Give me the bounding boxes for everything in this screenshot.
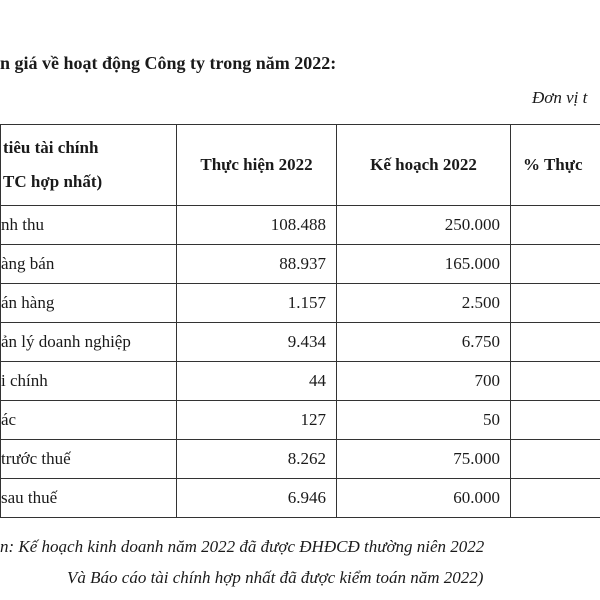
- row-percent: [511, 479, 600, 518]
- row-label: ản lý doanh nghiệp: [1, 323, 177, 362]
- row-label: i chính: [1, 362, 177, 401]
- table-row: [1, 323, 600, 362]
- row-percent: [511, 284, 600, 323]
- row-plan: 165.000: [337, 245, 511, 284]
- row-plan: 2.500: [337, 284, 511, 323]
- row-percent: [511, 323, 600, 362]
- row-plan: 250.000: [337, 206, 511, 245]
- row-plan: 6.750: [337, 323, 511, 362]
- unit-label: Đơn vị t: [532, 88, 588, 107]
- table-row: [1, 284, 600, 323]
- header-actual-2022: Thực hiện 2022: [177, 125, 337, 206]
- row-percent: [511, 401, 600, 440]
- row-actual: 88.937: [177, 245, 337, 284]
- row-actual: 1.157: [177, 284, 337, 323]
- row-actual: 127: [177, 401, 337, 440]
- row-percent: [511, 362, 600, 401]
- row-label: sau thuế: [1, 479, 177, 518]
- row-label: àng bán: [1, 245, 177, 284]
- row-percent: [511, 245, 600, 284]
- header-indicator-line1: tiêu tài chính: [3, 138, 99, 157]
- row-actual: 6.946: [177, 479, 337, 518]
- row-percent: [511, 206, 600, 245]
- row-actual: 44: [177, 362, 337, 401]
- row-label: án hàng: [1, 284, 177, 323]
- row-label: trước thuế: [1, 440, 177, 479]
- header-indicator: [1, 125, 177, 206]
- row-plan: 60.000: [337, 479, 511, 518]
- table-row: [1, 245, 600, 284]
- section-heading: n giá về hoạt động Công ty trong năm 2022:: [0, 53, 337, 73]
- row-plan: 700: [337, 362, 511, 401]
- row-plan: 50: [337, 401, 511, 440]
- table-row: [1, 362, 600, 401]
- row-plan: 75.000: [337, 440, 511, 479]
- table-row: [1, 479, 600, 518]
- header-plan-2022: Kế hoạch 2022: [337, 125, 511, 206]
- table-row: [1, 440, 600, 479]
- source-note-line2: Và Báo cáo tài chính hợp nhất đã được kiểm toán năm 2022): [67, 568, 484, 587]
- row-percent: [511, 440, 600, 479]
- row-actual: 8.262: [177, 440, 337, 479]
- row-label: ác: [1, 401, 177, 440]
- table-row: [1, 206, 600, 245]
- header-indicator-line2: TC hợp nhất): [3, 172, 103, 191]
- row-actual: 108.488: [177, 206, 337, 245]
- table-header-row: [1, 125, 600, 206]
- header-percent: % Thực: [511, 125, 600, 206]
- row-actual: 9.434: [177, 323, 337, 362]
- source-note-line1: n: Kế hoạch kinh doanh năm 2022 đã được ĐHĐCĐ thường niên 2022: [0, 537, 485, 556]
- financial-table: [0, 124, 600, 518]
- row-label: nh thu: [1, 206, 177, 245]
- table-row: [1, 401, 600, 440]
